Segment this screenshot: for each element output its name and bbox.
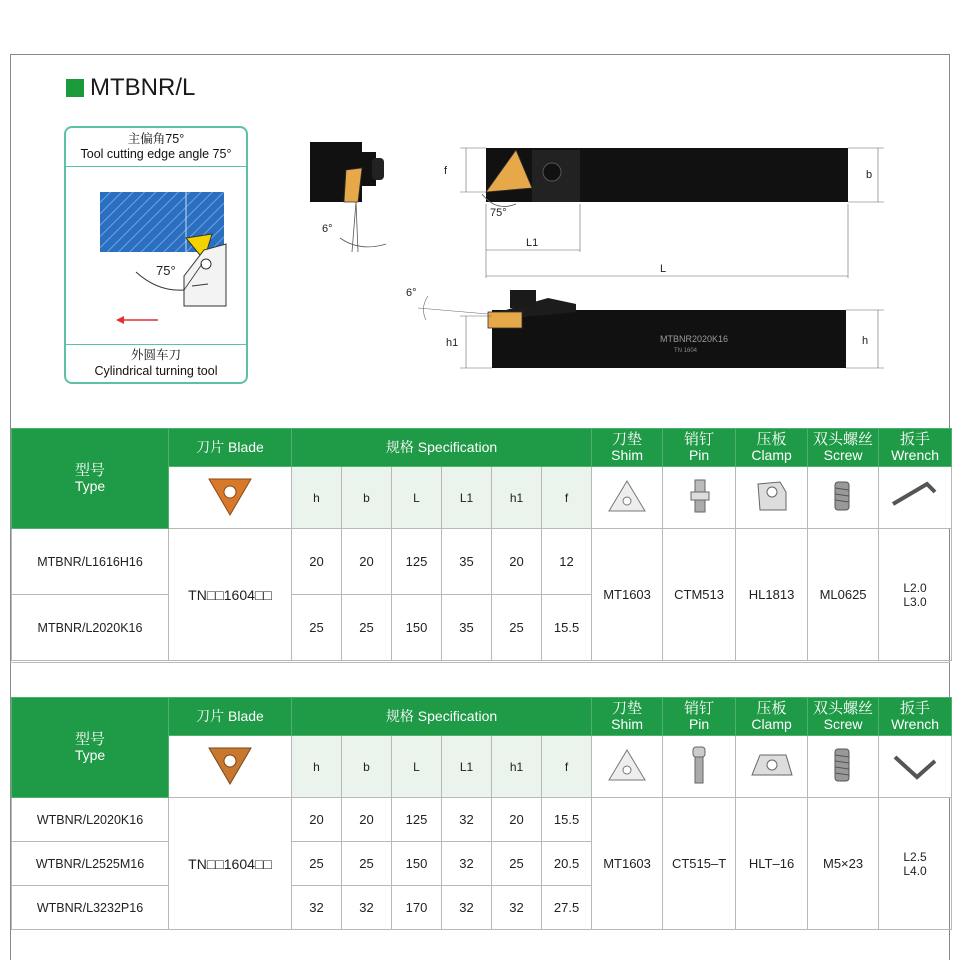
shim-icon (605, 746, 649, 784)
r4-b: 25 (342, 842, 392, 886)
screw-code-2: M5×23 (808, 798, 879, 930)
col-h1: h1 (492, 467, 542, 529)
r5-h1: 32 (492, 886, 542, 930)
clamp-header: 压板 Clamp (736, 429, 808, 467)
col-b: b (342, 467, 392, 529)
engraving-sub: TN 1604 (674, 348, 698, 354)
spec-header: 规格 Specification (292, 429, 592, 467)
pin-code-2: CT515–T (663, 798, 736, 930)
pin-header-2: 销钉 Pin (663, 698, 736, 736)
col-L1-2: L1 (442, 736, 492, 798)
col-L1: L1 (442, 467, 492, 529)
blade-image (169, 467, 292, 529)
r5-b: 32 (342, 886, 392, 930)
row1-b: 20 (342, 529, 392, 595)
clamp-image-2 (736, 736, 808, 798)
screw-image-2 (808, 736, 879, 798)
blade-code: TN□□1604□□ (169, 529, 292, 661)
spec-table-1 (11, 428, 952, 661)
r5-L: 170 (392, 886, 442, 930)
r4-h: 25 (292, 842, 342, 886)
model-row-5: WTBNR/L3232P16 (12, 886, 169, 930)
spec-table-2 (11, 697, 952, 930)
wrench-header: 扳手 Wrench (879, 429, 952, 467)
model-row-1: MTBNR/L1616H16 (12, 529, 169, 595)
clamp-icon (746, 745, 798, 785)
col-h: h (292, 467, 342, 529)
row1-L: 125 (392, 529, 442, 595)
col-L-2: L (392, 736, 442, 798)
r4-f: 20.5 (542, 842, 592, 886)
cutting-angle-illustration (64, 126, 248, 384)
illustration-bottom-cn: 外圆车刀 (130, 348, 181, 362)
type-header-2: 型号 Type (12, 698, 169, 798)
pin-icon (677, 476, 721, 516)
screw-icon (821, 743, 865, 787)
hex-wrench-icon (887, 476, 943, 516)
blade-header-2: 刀片 Blade (169, 698, 292, 736)
row1-L1: 35 (442, 529, 492, 595)
triangle-insert-icon (205, 473, 255, 519)
type-header: 型号 Type (12, 429, 169, 529)
row1-h1: 20 (492, 529, 542, 595)
r5-L1: 32 (442, 886, 492, 930)
row2-h1: 25 (492, 595, 542, 661)
shim-image-2 (592, 736, 663, 798)
blade-code-2: TN□□1604□□ (169, 798, 292, 930)
pin-image (663, 467, 736, 529)
shim-code: MT1603 (592, 529, 663, 661)
r3-h: 20 (292, 798, 342, 842)
row2-L1: 35 (442, 595, 492, 661)
screw-header-2: 双头螺丝 Screw (808, 698, 879, 736)
r5-f: 27.5 (542, 886, 592, 930)
r4-h1: 25 (492, 842, 542, 886)
illustration-top-en: Tool cutting edge angle 75° (80, 147, 232, 161)
technical-drawing (300, 130, 900, 380)
screw-code: ML0625 (808, 529, 879, 661)
wrench-image (879, 467, 952, 529)
clamp-code: HL1813 (736, 529, 808, 661)
title-marker (66, 79, 84, 97)
row2-b: 25 (342, 595, 392, 661)
section-divider (10, 662, 950, 663)
r3-L1: 32 (442, 798, 492, 842)
model-row-2: MTBNR/L2020K16 (12, 595, 169, 661)
col-f: f (542, 467, 592, 529)
row2-f: 15.5 (542, 595, 592, 661)
pin-image-2 (663, 736, 736, 798)
wrench-code: L2.0 L3.0 (879, 529, 952, 661)
wrench-code-2: L2.5 L4.0 (879, 798, 952, 930)
side-view-insert (488, 312, 522, 328)
blade-header: 刀片 Blade (169, 429, 292, 467)
row2-h: 25 (292, 595, 342, 661)
spec-header-2: 规格 Specification (292, 698, 592, 736)
row1-f: 12 (542, 529, 592, 595)
pin-icon (677, 743, 721, 787)
shim-code-2: MT1603 (592, 798, 663, 930)
r4-L: 150 (392, 842, 442, 886)
angle-6-top: 6° (322, 223, 333, 235)
col-h-2: h (292, 736, 342, 798)
shim-icon (605, 477, 649, 515)
model-row-3: WTBNR/L2020K16 (12, 798, 169, 842)
angle-6-side: 6° (406, 287, 417, 299)
r5-h: 32 (292, 886, 342, 930)
wrench-image-2 (879, 736, 952, 798)
clamp-icon (750, 476, 794, 516)
clamp-code-2: HLT–16 (736, 798, 808, 930)
dim-f: f (444, 165, 448, 177)
pin-code: CTM513 (663, 529, 736, 661)
page-title (66, 74, 195, 102)
screw-icon (821, 476, 865, 516)
dim-L1: L1 (526, 237, 539, 249)
holder-shape (184, 244, 226, 306)
screw-header: 双头螺丝 Screw (808, 429, 879, 467)
r3-f: 15.5 (542, 798, 592, 842)
engraving: MTBNR2020K16 (660, 334, 729, 344)
angle-75-top: 75° (490, 207, 507, 219)
dim-L: L (660, 263, 667, 275)
row1-h: 20 (292, 529, 342, 595)
shim-header: 刀垫 Shim (592, 429, 663, 467)
clamp-image (736, 467, 808, 529)
blade-image-2 (169, 736, 292, 798)
title-text: MTBNR/L (90, 74, 196, 101)
screw-image (808, 467, 879, 529)
wrench-header-2: 扳手 Wrench (879, 698, 952, 736)
col-h1-2: h1 (492, 736, 542, 798)
model-row-4: WTBNR/L2525M16 (12, 842, 169, 886)
r3-h1: 20 (492, 798, 542, 842)
dim-b: b (866, 169, 873, 181)
shim-image (592, 467, 663, 529)
illustration-angle: 75° (156, 263, 176, 278)
clamp-header-2: 压板 Clamp (736, 698, 808, 736)
r3-b: 20 (342, 798, 392, 842)
pin-header: 销钉 Pin (663, 429, 736, 467)
dim-h: h (862, 335, 869, 347)
r4-L1: 32 (442, 842, 492, 886)
hex-wrench-icon (887, 745, 943, 785)
illustration-bottom-en: Cylindrical turning tool (94, 364, 218, 378)
illustration-top-cn: 主偏角75° (127, 132, 185, 146)
dim-h1: h1 (446, 337, 459, 349)
col-L: L (392, 467, 442, 529)
triangle-insert-icon (205, 742, 255, 788)
r3-L: 125 (392, 798, 442, 842)
col-f-2: f (542, 736, 592, 798)
shim-header-2: 刀垫 Shim (592, 698, 663, 736)
row2-L: 150 (392, 595, 442, 661)
turning-diagram (66, 168, 246, 344)
col-b-2: b (342, 736, 392, 798)
